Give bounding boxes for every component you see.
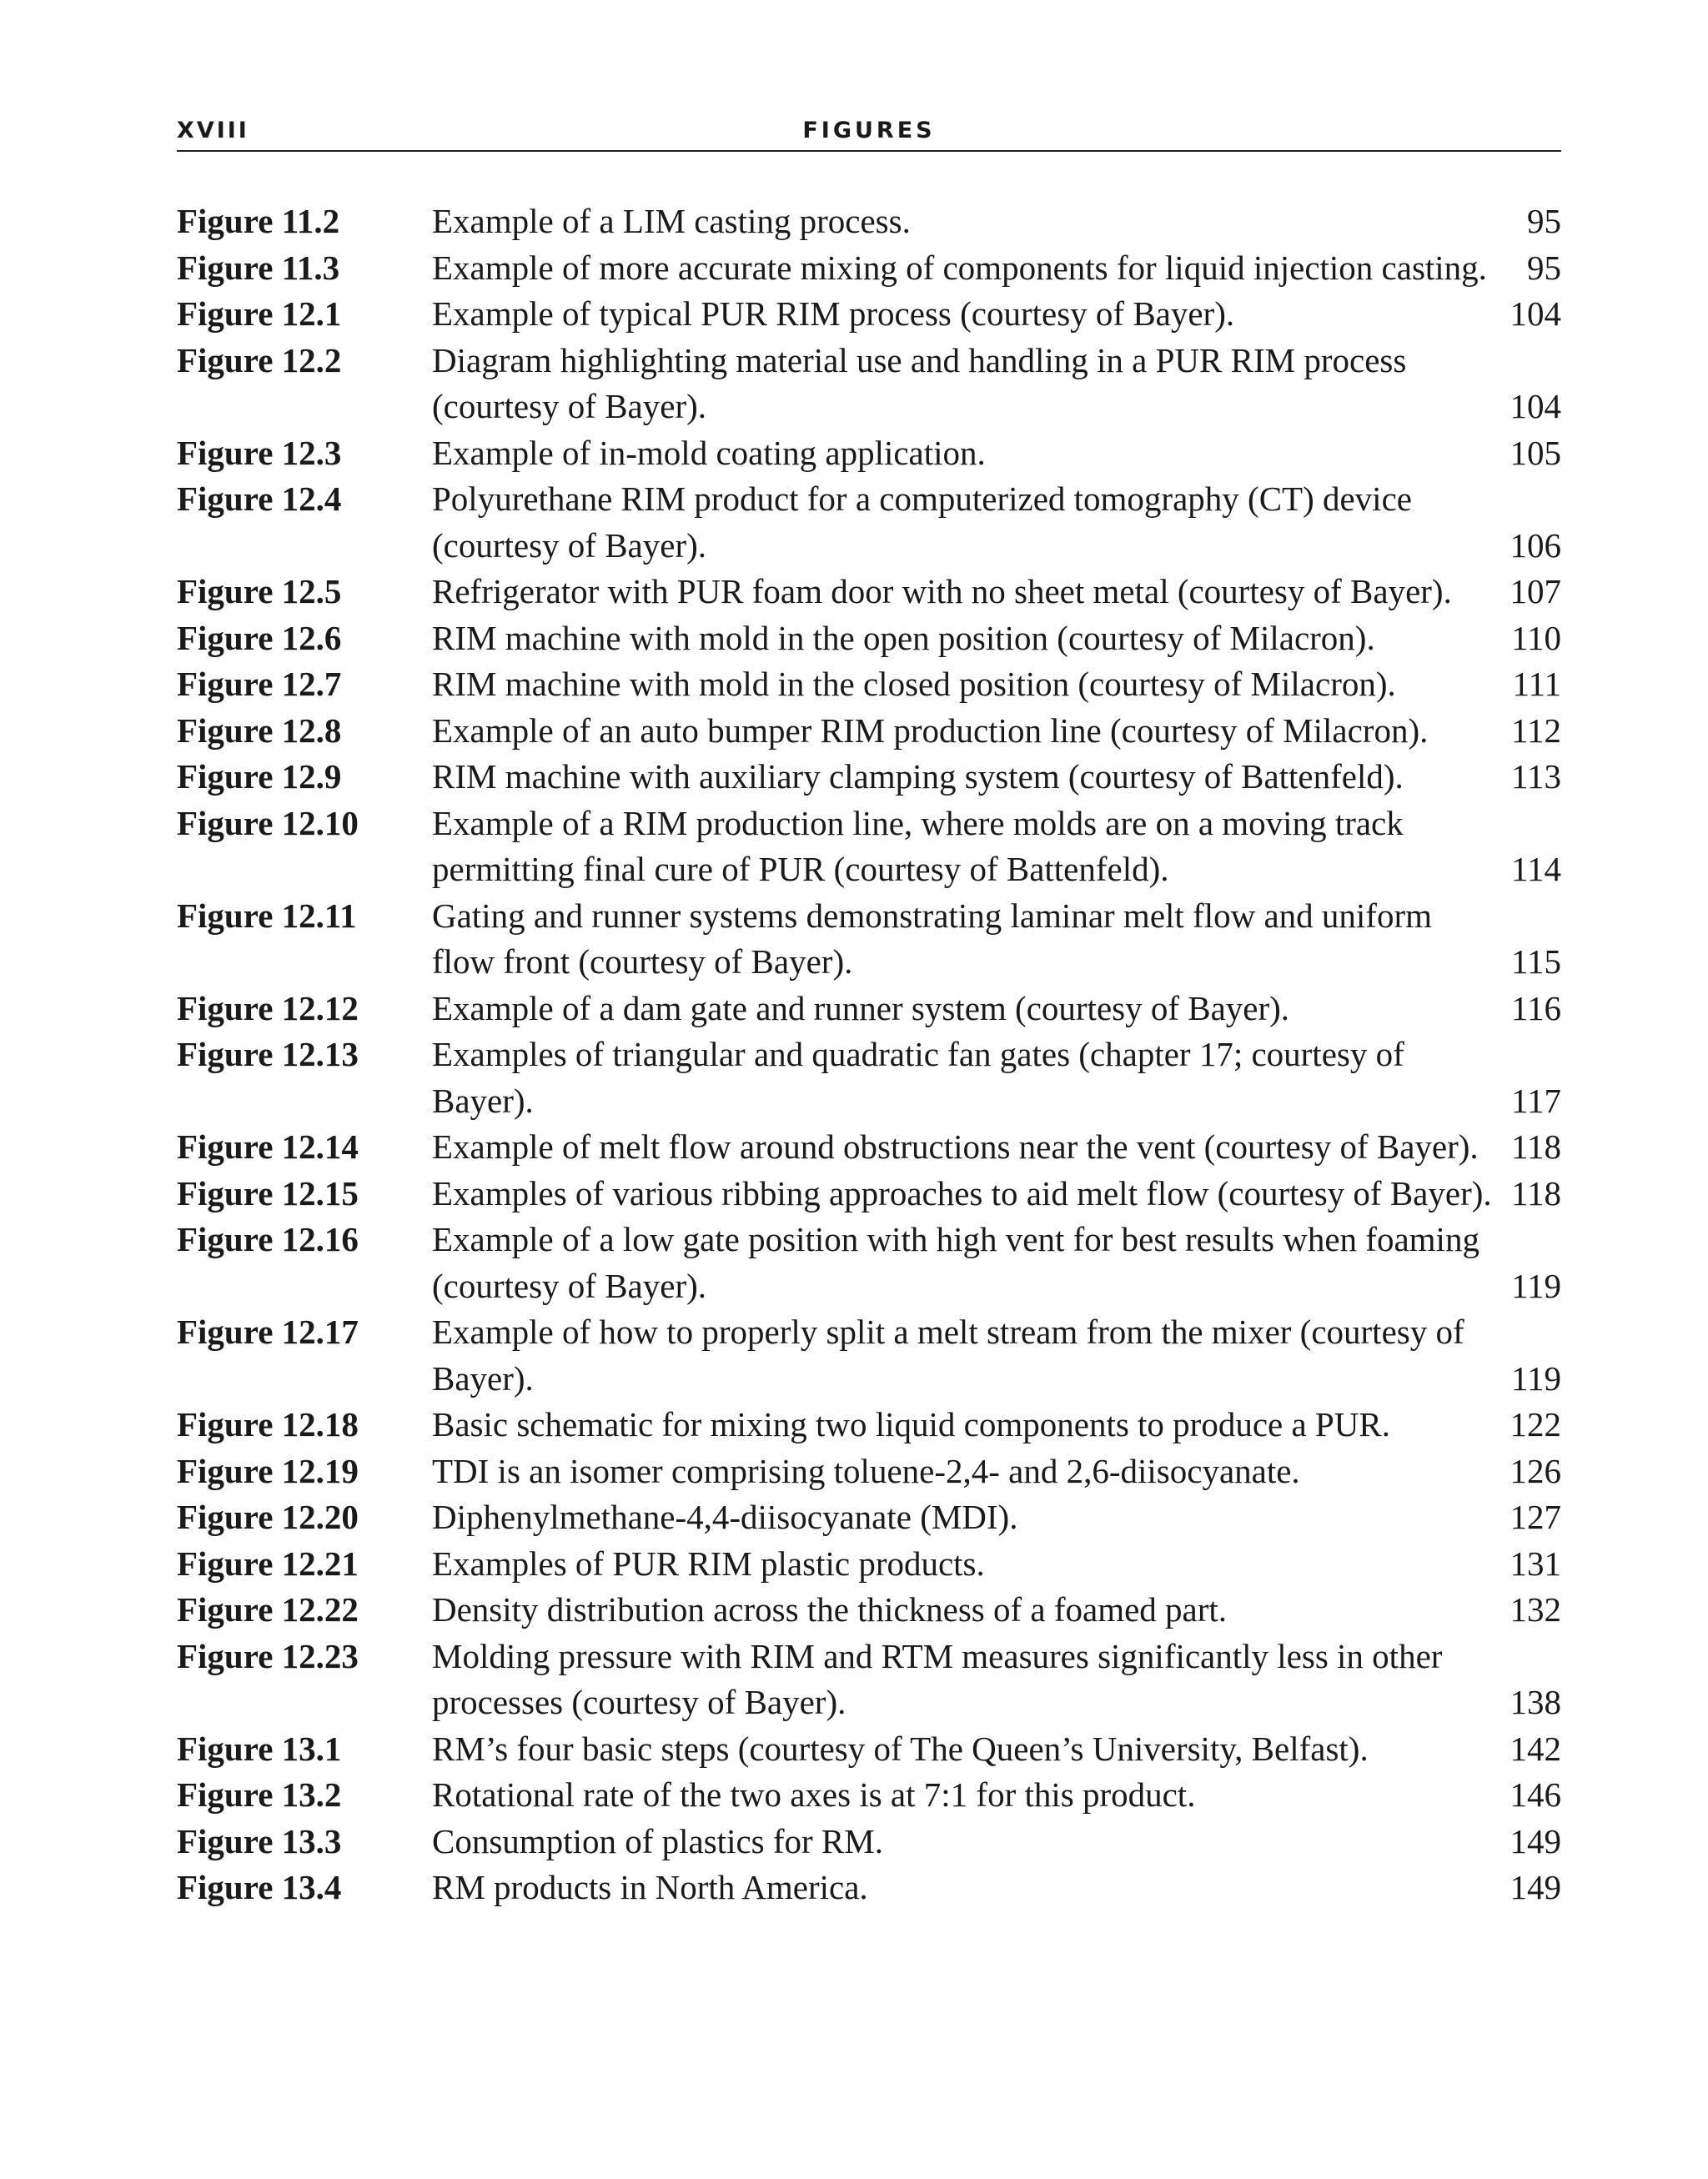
figure-entry xyxy=(177,801,1561,893)
figure-page-number: 131 xyxy=(1510,1544,1561,1583)
figure-entry xyxy=(177,1541,1561,1588)
figure-entry xyxy=(177,1402,1561,1448)
figure-caption: Diphenylmethane-4,4-diisocyanate (MDI). xyxy=(432,1498,1018,1536)
figure-page-number: 95 xyxy=(1527,248,1561,287)
figure-page-number: 138 xyxy=(1510,1683,1561,1721)
figure-entry xyxy=(177,986,1561,1032)
figure-caption: RIM machine with mold in the open position (courtesy of Milacron). xyxy=(432,618,1375,657)
figure-entry xyxy=(177,893,1561,986)
figure-label: Figure 13.2 xyxy=(177,1775,342,1814)
figure-caption: Rotational rate of the two axes is at 7:1 for this product. xyxy=(432,1775,1196,1814)
figure-entry xyxy=(177,569,1561,615)
figure-entry xyxy=(177,1494,1561,1541)
figure-caption: RIM machine with mold in the closed position (courtesy of Milacron). xyxy=(432,665,1396,703)
figure-label: Figure 13.3 xyxy=(177,1821,342,1860)
figure-entry xyxy=(177,708,1561,755)
figure-caption: Gating and runner systems demonstrating laminar melt flow and uniform flow front (courtesy of Bayer). xyxy=(432,896,1432,981)
figure-caption: Molding pressure with RIM and RTM measures significantly less in other processes (courtesy of Bayer). xyxy=(432,1636,1443,1721)
figure-page-number: 115 xyxy=(1511,942,1561,981)
figure-label: Figure 11.3 xyxy=(177,248,340,287)
figure-entry xyxy=(177,1726,1561,1773)
figure-page-number: 114 xyxy=(1511,850,1561,888)
figure-caption: Example of a dam gate and runner system (courtesy of Bayer). xyxy=(432,988,1290,1027)
figure-entry xyxy=(177,1309,1561,1402)
figure-entry xyxy=(177,1819,1561,1865)
figure-entry xyxy=(177,291,1561,338)
figure-page-number: 119 xyxy=(1511,1266,1561,1305)
figure-label: Figure 12.3 xyxy=(177,433,342,472)
figure-label: Figure 12.12 xyxy=(177,988,359,1027)
figure-label: Figure 12.4 xyxy=(177,479,342,518)
figure-caption: Example of a LIM casting process. xyxy=(432,202,911,240)
figure-label: Figure 12.17 xyxy=(177,1313,359,1351)
figure-label: Figure 11.2 xyxy=(177,202,340,240)
figure-page-number: 116 xyxy=(1511,988,1561,1027)
figure-label: Figure 12.15 xyxy=(177,1173,359,1213)
figure-caption: Examples of PUR RIM plastic products. xyxy=(432,1544,985,1583)
figure-caption: Example of in-mold coating application. xyxy=(432,433,986,472)
page-header xyxy=(177,117,1561,152)
figure-entry xyxy=(177,1587,1561,1634)
figure-caption: Density distribution across the thickness of a foamed part. xyxy=(432,1590,1228,1629)
figure-entry xyxy=(177,1171,1561,1218)
figure-label: Figure 13.1 xyxy=(177,1729,342,1768)
figure-label: Figure 12.23 xyxy=(177,1636,359,1675)
running-head: FIGURES xyxy=(802,118,936,143)
figure-caption: TDI is an isomer comprising toluene-2,4- and 2,6-diisocyanate. xyxy=(432,1451,1300,1490)
figure-page-number: 118 xyxy=(1511,1173,1561,1213)
figure-caption: Example of a low gate position with high vent for best results when foaming (courtesy of Bayer). xyxy=(432,1220,1479,1305)
figure-entry xyxy=(177,476,1561,569)
figure-page-number: 111 xyxy=(1512,665,1561,703)
figure-caption: Polyurethane RIM product for a computerized tomography (CT) device (courtesy of Bayer). xyxy=(432,479,1412,565)
figure-caption: RM products in North America. xyxy=(432,1868,868,1906)
figure-label: Figure 12.10 xyxy=(177,803,359,842)
figure-page-number: 106 xyxy=(1510,525,1561,565)
figure-page-number: 104 xyxy=(1510,294,1561,333)
figure-label: Figure 12.20 xyxy=(177,1498,359,1536)
figure-page-number: 132 xyxy=(1510,1590,1561,1629)
figure-page-number: 113 xyxy=(1511,757,1561,796)
figure-page-number: 149 xyxy=(1510,1821,1561,1860)
figure-caption: Diagram highlighting material use and handling in a PUR RIM process (courtesy of Bayer). xyxy=(432,340,1407,425)
figure-entry xyxy=(177,615,1561,662)
figure-page-number: 119 xyxy=(1511,1358,1561,1398)
figure-entry xyxy=(177,430,1561,477)
figure-label: Figure 13.4 xyxy=(177,1868,342,1906)
figure-label: Figure 12.9 xyxy=(177,757,342,796)
figure-page-number: 105 xyxy=(1510,433,1561,472)
figure-label: Figure 12.8 xyxy=(177,710,342,750)
figure-entry xyxy=(177,1124,1561,1171)
figure-page-number: 112 xyxy=(1511,710,1561,750)
figure-caption: RM’s four basic steps (courtesy of The Queen’s University, Belfast). xyxy=(432,1729,1369,1768)
figure-label: Figure 12.18 xyxy=(177,1405,359,1443)
figure-caption: RIM machine with auxiliary clamping system (courtesy of Battenfeld). xyxy=(432,757,1404,796)
figure-label: Figure 12.13 xyxy=(177,1035,359,1073)
figure-label: Figure 12.21 xyxy=(177,1544,359,1583)
figure-caption: Example of more accurate mixing of components for liquid injection casting. xyxy=(432,248,1487,287)
figure-entry xyxy=(177,198,1561,245)
figure-page-number: 146 xyxy=(1510,1775,1561,1814)
figure-label: Figure 12.1 xyxy=(177,294,342,333)
figure-page-number: 118 xyxy=(1511,1127,1561,1166)
figure-caption: Example of typical PUR RIM process (courtesy of Bayer). xyxy=(432,294,1235,333)
figure-entry xyxy=(177,1448,1561,1495)
page-number: XVIII xyxy=(177,118,249,143)
figure-caption: Consumption of plastics for RM. xyxy=(432,1821,883,1860)
figure-caption: Basic schematic for mixing two liquid components to produce a PUR. xyxy=(432,1405,1390,1443)
figure-caption: Example of how to properly split a melt stream from the mixer (courtesy of Bayer). xyxy=(432,1313,1464,1398)
figure-page-number: 142 xyxy=(1510,1729,1561,1768)
figure-label: Figure 12.22 xyxy=(177,1590,359,1629)
figure-entry xyxy=(177,661,1561,708)
list-of-figures xyxy=(177,198,1561,1911)
figure-entry xyxy=(177,1032,1561,1124)
figure-entry xyxy=(177,1772,1561,1819)
figure-entry xyxy=(177,245,1561,292)
figure-page-number: 110 xyxy=(1511,618,1561,657)
figure-page-number: 127 xyxy=(1510,1498,1561,1536)
figure-label: Figure 12.14 xyxy=(177,1127,359,1166)
figure-label: Figure 12.6 xyxy=(177,618,342,657)
figure-label: Figure 12.19 xyxy=(177,1451,359,1490)
figure-page-number: 126 xyxy=(1510,1451,1561,1490)
figure-entry xyxy=(177,754,1561,801)
figure-page-number: 104 xyxy=(1510,387,1561,425)
figure-caption: Example of a RIM production line, where molds are on a moving track permitting final cure of PUR (courtesy of Battenfeld). xyxy=(432,803,1404,888)
figure-page-number: 107 xyxy=(1510,572,1561,610)
figure-caption: Examples of triangular and quadratic fan gates (chapter 17; courtesy of Bayer). xyxy=(432,1035,1404,1120)
figure-caption: Examples of various ribbing approaches to aid melt flow (courtesy of Bayer). xyxy=(432,1173,1492,1213)
figure-label: Figure 12.2 xyxy=(177,340,342,379)
figure-caption: Example of melt flow around obstructions near the vent (courtesy of Bayer). xyxy=(432,1127,1479,1166)
figure-caption: Example of an auto bumper RIM production line (courtesy of Milacron). xyxy=(432,710,1429,750)
figure-entry xyxy=(177,1217,1561,1309)
figure-entry xyxy=(177,338,1561,430)
figure-label: Figure 12.11 xyxy=(177,896,357,935)
figure-entry xyxy=(177,1634,1561,1726)
figure-page-number: 149 xyxy=(1510,1868,1561,1906)
figure-caption: Refrigerator with PUR foam door with no sheet metal (courtesy of Bayer). xyxy=(432,572,1452,610)
figure-label: Figure 12.5 xyxy=(177,572,342,610)
figure-page-number: 122 xyxy=(1510,1405,1561,1443)
figure-page-number: 95 xyxy=(1527,202,1561,240)
figure-label: Figure 12.16 xyxy=(177,1220,359,1258)
figure-label: Figure 12.7 xyxy=(177,665,342,703)
figure-entry xyxy=(177,1865,1561,1911)
figure-page-number: 117 xyxy=(1511,1081,1561,1120)
